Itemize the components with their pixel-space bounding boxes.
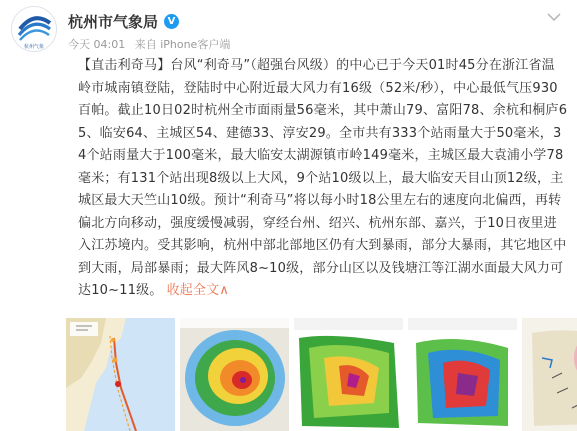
collapse-link[interactable] bbox=[167, 283, 230, 298]
forecast-map-icon bbox=[408, 318, 517, 431]
post-body: 【直击利奇马】台风“利奇马”（超强台风级）的中心已于今天01时45分在浙江省温岭市城南镇登陆，登陆时中心附近最大风力有16级（52米/秒），中心最低气压930百帕。截止10日02时杭州全市面雨量56毫米，其中萧山79、富阳78、余杭和桐庐65、临安64、主城区54、建德33、淳安29。全市共有333个站雨量大于50毫米，34个站雨量大于100毫米，最大临安太湖源镇市岭149毫米，主城区最大袁浦小学78毫米；有131个站出现8级以上大风，9个站10级以上，最大临安天目山顶12级，主城区最大天竺山10级。预计“利奇马”将以每小时18公里左右的速度向北偏西，再转偏北方向移动，强度缓慢减弱，穿经台州、绍兴、杭州东部、嘉兴，于10日夜里进入江苏境内。受其影响，杭州中部北部地区仍有大到暴雨，部分大暴雨，其它地区中到大雨，局部暴雨；最大阵风8~10级，部分山区以及钱塘江等江湖水面最大风力可达10~11级。 bbox=[78, 58, 568, 298]
hangzhou-weather-logo-icon bbox=[12, 7, 56, 51]
collapse-caret-icon: ∧ bbox=[219, 283, 230, 298]
post-meta bbox=[68, 36, 236, 52]
post-header bbox=[68, 10, 236, 52]
verified-icon: V bbox=[164, 14, 179, 29]
radar-map-icon bbox=[180, 318, 289, 431]
collapse-label: 收起全文 bbox=[166, 283, 220, 298]
chevron-down-icon[interactable] bbox=[545, 10, 563, 24]
wind-map-icon bbox=[522, 318, 577, 431]
typhoon-track-map-icon bbox=[66, 318, 175, 431]
avatar-label: 杭州气象 bbox=[23, 44, 45, 50]
image-thumbnails bbox=[66, 318, 577, 431]
typhoon-track-map-thumbnail[interactable] bbox=[66, 318, 175, 431]
wind-map-thumbnail[interactable] bbox=[522, 318, 577, 431]
radar-echo-map-thumbnail[interactable] bbox=[180, 318, 289, 431]
post-text bbox=[78, 55, 568, 303]
post-time[interactable]: 今天 04:01 bbox=[68, 38, 126, 51]
account-name[interactable]: 杭州市气象局 bbox=[68, 12, 159, 31]
rainfall-map-icon bbox=[294, 318, 403, 431]
rainfall-map-thumbnail[interactable] bbox=[294, 318, 403, 431]
post-source: 来自 iPhone客户端 bbox=[134, 38, 231, 51]
rainfall-forecast-map-thumbnail[interactable] bbox=[408, 318, 517, 431]
avatar[interactable] bbox=[11, 6, 57, 52]
